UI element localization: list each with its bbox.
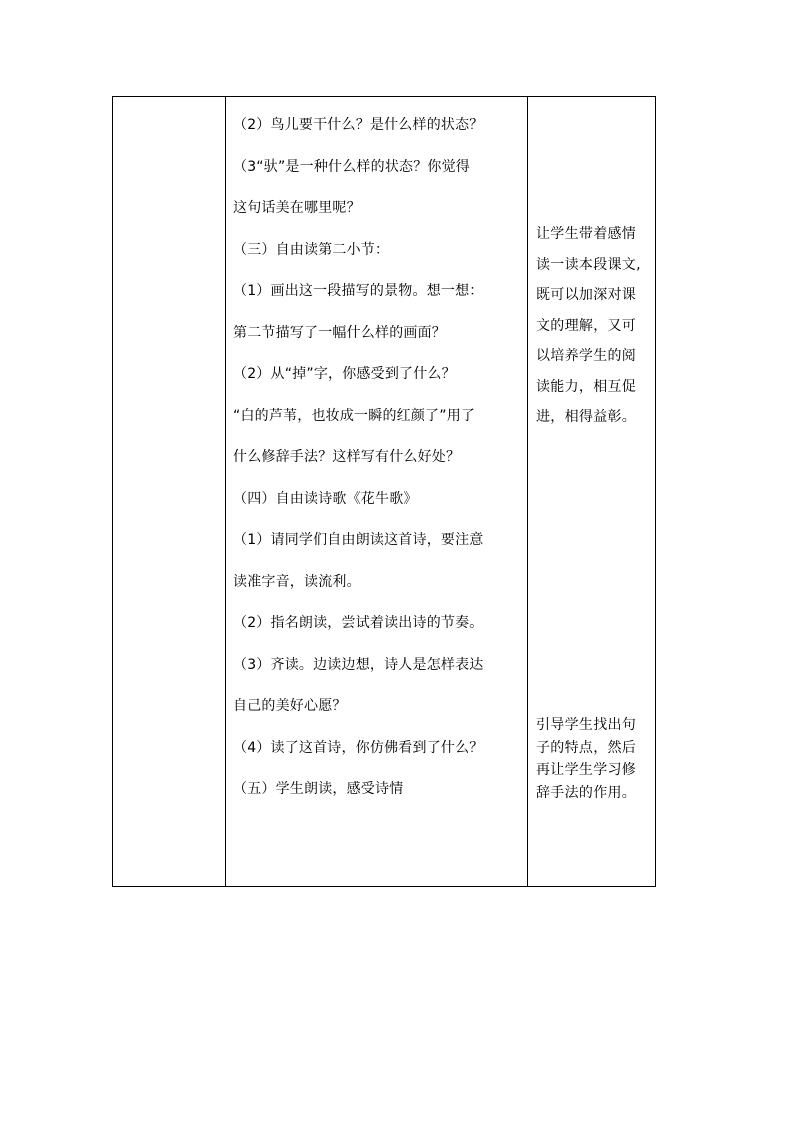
note-line: 文的理解，又可 — [536, 317, 637, 334]
note-line: 子的特点，然后 — [536, 739, 637, 756]
process-line: （2）指名朗读，尝试着读出诗的节奏。 — [233, 615, 484, 631]
process-line: （3“驮”是一种什么样的状态？你觉得 — [233, 158, 471, 175]
design-note-rhetoric — [536, 714, 654, 804]
process-line: （四）自由读诗歌《花牛歌》 — [233, 490, 418, 507]
process-line: 自己的美好心愿？ — [233, 698, 347, 714]
note-line: 辞手法的作用。 — [536, 784, 637, 801]
process-line: （2）鸟儿要干什么？是什么样的状态？ — [233, 117, 484, 133]
process-line: （3）齐读。边读边想，诗人是怎样表达 — [233, 656, 484, 673]
process-line: （2）从“掉”字，你感受到了什么？ — [233, 366, 456, 382]
process-line: （五）学生朗读，感受诗情 — [233, 781, 404, 797]
lesson-plan-table — [112, 96, 656, 887]
process-line: 读准字音，读流利。 — [233, 573, 361, 590]
process-line: 这句话美在哪里呢？ — [233, 200, 361, 216]
teaching-process-text — [226, 97, 527, 811]
design-note-reading — [536, 219, 654, 433]
table-row — [113, 97, 656, 887]
note-line: 读一读本段课文, — [536, 256, 641, 273]
teaching-process-cell — [226, 97, 528, 887]
note-line: 进，相得益彰。 — [536, 409, 637, 425]
process-line: “白的芦苇，也妆成一瞬的红颜了”用了 — [233, 407, 476, 424]
process-line: 什么修辞手法？这样写有什么好处？ — [233, 449, 461, 465]
process-line: （三）自由读第二小节： — [233, 241, 390, 258]
note-line: 再让学生学习修 — [536, 762, 637, 778]
design-intent-content — [528, 97, 655, 886]
note-line: 以培养学生的阅 — [536, 348, 637, 364]
design-intent-cell — [528, 97, 656, 887]
process-line: 第二节描写了一幅什么样的画面？ — [233, 324, 446, 341]
process-line: （1）请同学们自由朗读这首诗，要注意 — [233, 532, 484, 548]
note-line: 既可以加深对课 — [536, 287, 637, 303]
note-line: 引导学生找出句 — [536, 717, 637, 733]
note-line: 让学生带着感情 — [536, 226, 637, 242]
process-line: （4）读了这首诗，你仿佛看到了什么？ — [233, 739, 484, 756]
process-line: （1）画出这一段描写的景物。想一想： — [233, 283, 484, 299]
note-line: 读能力，相互促 — [536, 378, 637, 395]
left-empty-cell — [113, 97, 226, 887]
